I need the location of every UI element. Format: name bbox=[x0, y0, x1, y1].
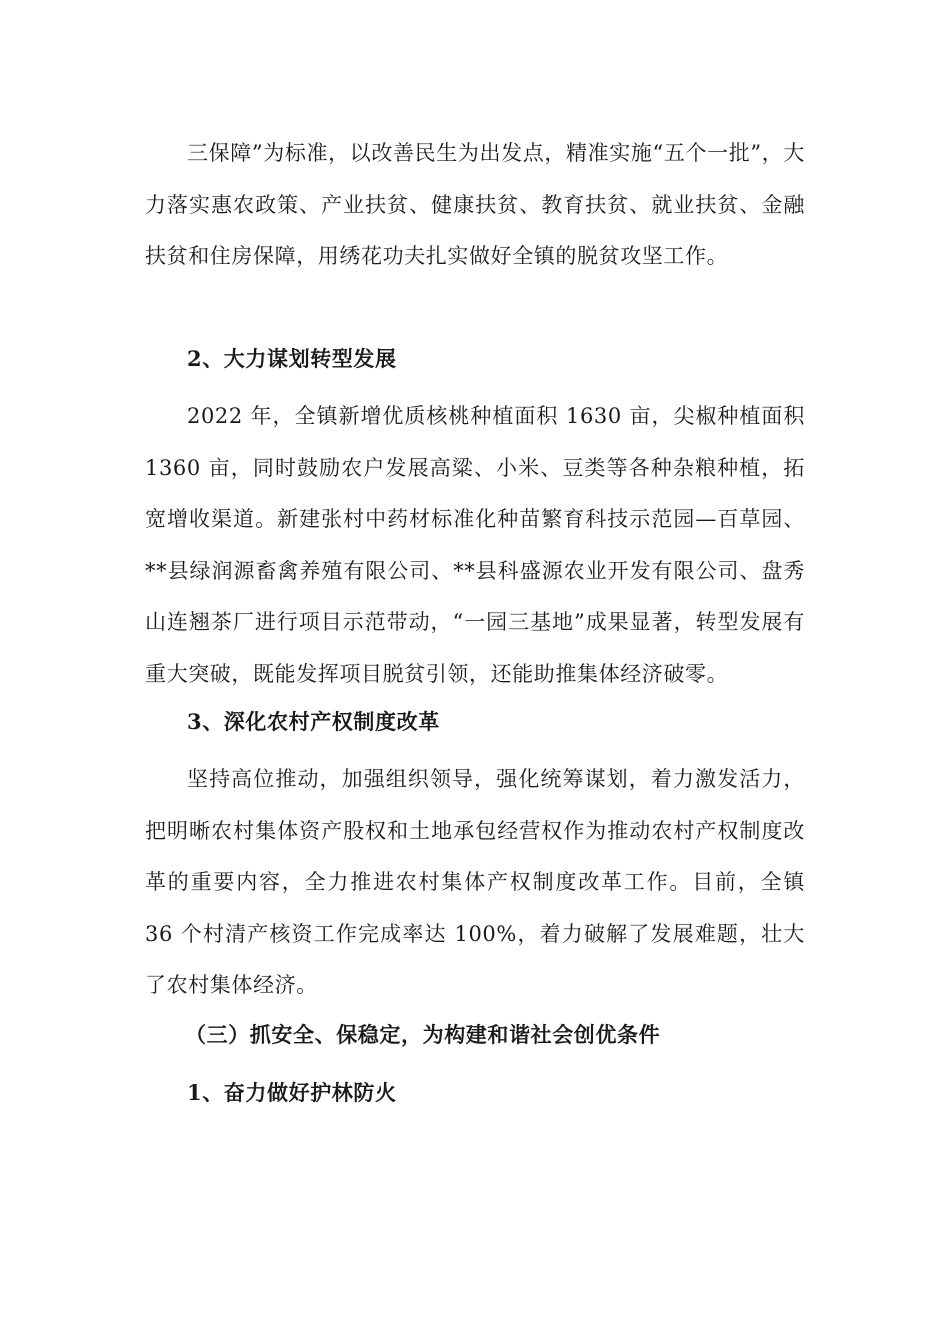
paragraph-property-rights-reform: 坚持高位推动，加强组织领导，强化统筹谋划，着力激发活力，把明晰农村集体资产股权和土地承包经营权作为推动农村产权制度改革的重要内容，全力推进农村集体产权制度改革工作。目前，全镇 36 个村清产核资工作完成率达 100%，着力破解了发展难题，壮大了农村集体经济。 bbox=[145, 767, 805, 997]
paragraph-poverty-alleviation: 三保障”为标准，以改善民生为出发点，精准实施“五个一批”，大力落实惠农政策、产业扶贫、健康扶贫、教育扶贫、就业扶贫、金融扶贫和住房保障，用绣花功夫扎实做好全镇的脱贫攻坚工作。 bbox=[145, 141, 805, 268]
heading-property-rights-reform: 3、深化农村产权制度改革 bbox=[187, 709, 440, 734]
section-heading-safety-stability: （三）抓安全、保稳定，为构建和谐社会创优条件 bbox=[185, 1022, 661, 1047]
paragraph-transformation-development: 2022 年，全镇新增优质核桃种植面积 1630 亩，尖椒种植面积 1360 亩，同时鼓励农户发展高粱、小米、豆类等各种杂粮种植，拓宽增收渠道。新建张村中药材标准化种苗繁育科技示范园—百草园、**县绿润源畜禽养殖有限公司、**县科盛源农业开发有限公司、盘秀山连翘茶厂进行项目示范带动，“一园三基地”成果显著，转型发展有重大突破，既能发挥项目脱贫引领，还能助推集体经济破零。 bbox=[145, 404, 805, 686]
heading-transformation-development: 2、大力谋划转型发展 bbox=[187, 346, 397, 371]
heading-forest-fire-prevention: 1、奋力做好护林防火 bbox=[187, 1080, 397, 1105]
